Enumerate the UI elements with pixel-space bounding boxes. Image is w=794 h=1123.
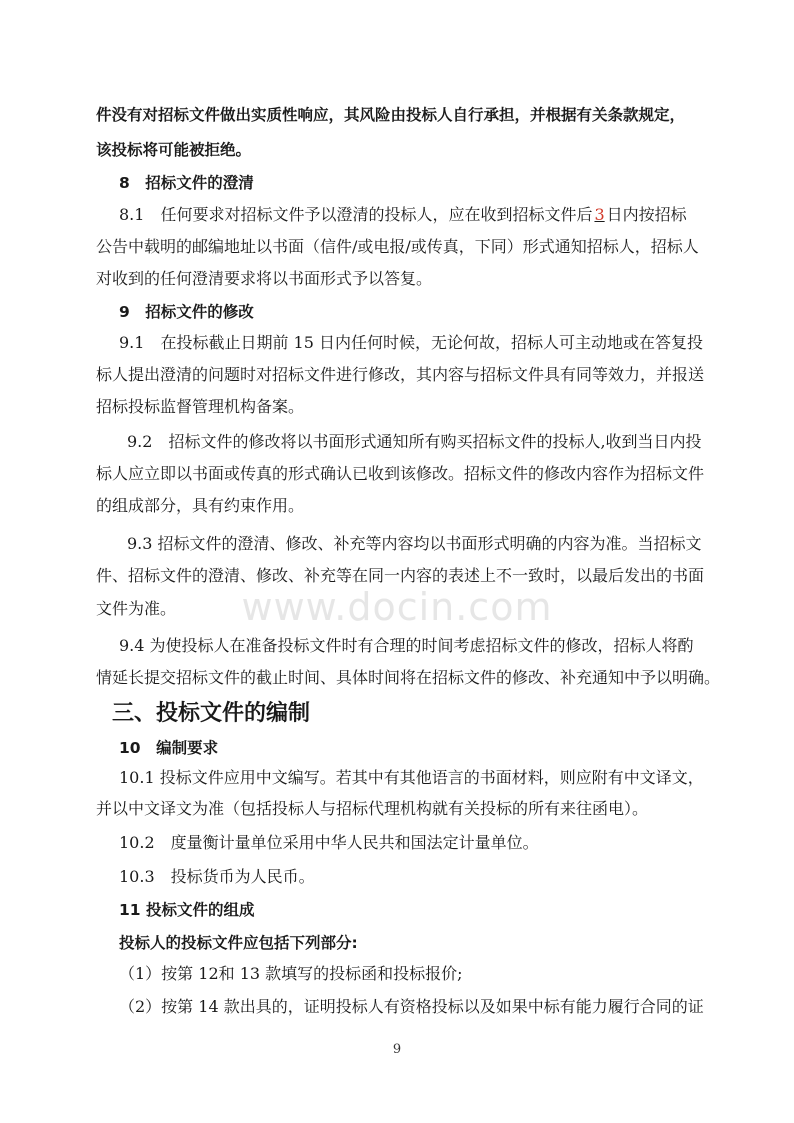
paragraph-line: 10.1 投标文件应用中文编写。若其中有其他语言的书面材料，则应附有中文译文， (119, 768, 704, 787)
paragraph-line: 标人提出澄清的问题时对招标文件进行修改，其内容与招标文件具有同等效力，并报送 (96, 365, 705, 384)
clause-text: 8.1 任何要求对招标文件予以澄清的投标人，应在收到招标文件后 (119, 205, 593, 224)
section-heading-10: 10 编制要求 (119, 739, 219, 757)
paragraph-line: 文件为准。 (96, 599, 177, 618)
page-number: 9 (392, 1042, 402, 1057)
paragraph-line: 公告中载明的邮编地址以书面（信件/或电报/或传真，下同）形式通知招标人，招标人 (96, 237, 699, 256)
paragraph-line: 10.2 度量衡计量单位采用中华人民共和国法定计量单位。 (119, 833, 539, 852)
paragraph-line: 情延长提交招标文件的截止时间、具体时间将在招标文件的修改、补充通知中予以明确。 (96, 668, 721, 687)
watermark: www.docin.com (241, 585, 553, 629)
paragraph-line: 9.3 招标文件的澄清、修改、补充等内容均以书面形式明确的内容为准。当招标文 (127, 534, 702, 553)
paragraph-line: 并以中文译文为准（包括投标人与招标代理机构就有关投标的所有来往函电）。 (96, 799, 649, 818)
paragraph-line: 的组成部分，具有约束作用。 (96, 496, 305, 515)
paragraph-line: 投标人的投标文件应包括下列部分: (119, 934, 358, 952)
list-item: （2）按第 14 款出具的，证明投标人有资格投标以及如果中标有能力履行合同的证 (119, 997, 704, 1016)
paragraph-line: 标人应立即以书面或传真的形式确认已收到该修改。招标文件的修改内容作为招标文件 (96, 464, 705, 483)
paragraph-line: 9.2 招标文件的修改将以书面形式通知所有购买招标文件的投标人,收到当日内投 (127, 432, 702, 451)
paragraph-line: 件没有对招标文件做出实质性响应，其风险由投标人自行承担，并根据有关条款规定， (96, 106, 686, 124)
clause-text: 日内按招标 (606, 205, 687, 224)
paragraph-line: 该投标将可能被拒绝。 (96, 141, 252, 159)
paragraph-line: 9.1 在投标截止日期前 15 日内任何时候，无论何故，招标人可主动地或在答复投 (119, 333, 703, 352)
section-heading-8: 8 招标文件的澄清 (119, 174, 254, 192)
paragraph-line: 招标投标监督管理机构备案。 (96, 397, 305, 416)
paragraph-line: 对收到的任何澄清要求将以书面形式予以答复。 (96, 269, 433, 288)
paragraph-line: 10.3 投标货币为人民币。 (119, 867, 315, 886)
paragraph-line: 9.4 为使投标人在准备投标文件时有合理的时间考虑招标文件的修改，招标人将酌 (119, 636, 694, 655)
section-heading-9: 9 招标文件的修改 (119, 303, 254, 321)
paragraph-line: 件、招标文件的澄清、修改、补充等在同一内容的表述上不一致时，以最后发出的书面 (96, 566, 705, 585)
paragraph-line (119, 204, 687, 226)
list-item: （1）按第 12和 13 款填写的投标函和投标报价; (119, 964, 463, 983)
chapter-heading: 三、投标文件的编制 (112, 701, 311, 726)
section-heading-11: 11 投标文件的组成 (119, 901, 255, 919)
filled-blank: 3 (594, 205, 605, 224)
